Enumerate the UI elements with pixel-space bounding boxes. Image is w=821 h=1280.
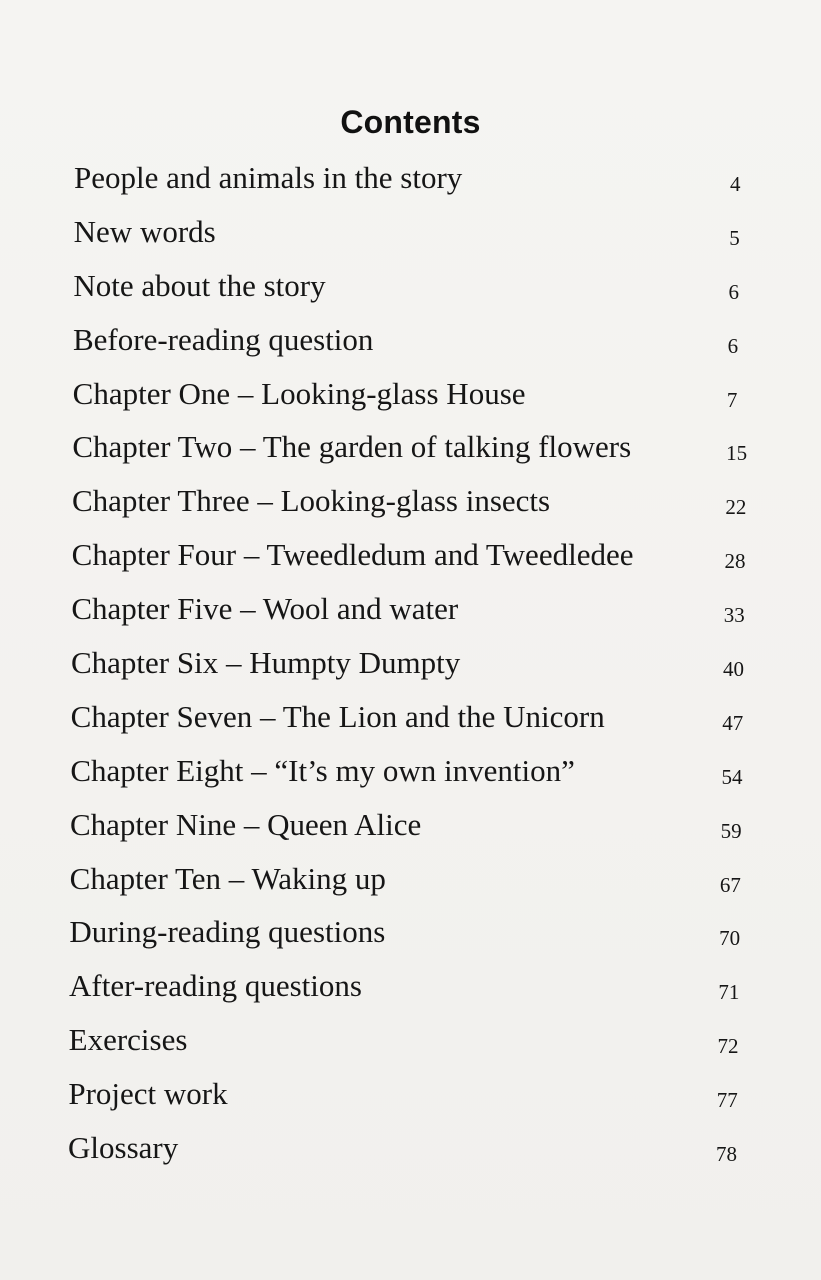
- toc-page-number: 70: [719, 926, 741, 951]
- toc-entry: [73, 320, 813, 360]
- toc-entry: [74, 158, 814, 198]
- toc-page-number: 71: [718, 980, 740, 1005]
- toc-page-number: 67: [719, 872, 741, 897]
- toc-entry-title: Chapter Two – The garden of talking flowers: [72, 429, 632, 465]
- toc-entry-title: Chapter Ten – Waking up: [69, 860, 386, 896]
- toc-entry-title: New words: [73, 213, 216, 249]
- toc-entry-title: After-reading questions: [69, 968, 362, 1004]
- toc-entry: [72, 481, 812, 521]
- toc-page-number: 77: [716, 1088, 738, 1113]
- toc-entry: [72, 427, 812, 467]
- toc-entry: [71, 589, 811, 629]
- toc-entry: [71, 643, 811, 683]
- toc-entry: [74, 212, 814, 252]
- toc-page-number: 78: [716, 1142, 737, 1166]
- toc-entry-title: Chapter Eight – “It’s my own invention”: [70, 752, 575, 788]
- toc-entry-title: Note about the story: [73, 267, 326, 303]
- toc-entry: [73, 266, 813, 306]
- toc-page-number: 47: [722, 710, 744, 735]
- toc-entry: [68, 1128, 808, 1168]
- toc-page-number: 72: [717, 1034, 739, 1059]
- toc-page-number: 22: [725, 495, 747, 520]
- toc-entry-title: People and animals in the story: [74, 160, 463, 195]
- toc-entry-title: Chapter Six – Humpty Dumpty: [71, 645, 461, 680]
- toc-entry-title: Before-reading question: [73, 321, 374, 357]
- toc-page-number: 59: [720, 818, 742, 843]
- toc-entry: [73, 374, 813, 414]
- toc-page-number: 54: [721, 764, 743, 789]
- toc-page-number: 6: [728, 279, 739, 304]
- toc-entry-title: Project work: [68, 1076, 228, 1112]
- toc-entry-title: Chapter Four – Tweedledum and Tweedledee: [71, 537, 634, 573]
- toc-entry: [69, 966, 809, 1006]
- toc-entry: [69, 912, 809, 952]
- toc-page-number: 33: [723, 603, 745, 628]
- toc-page-number: 40: [723, 657, 744, 681]
- toc-page-number: 28: [724, 549, 746, 574]
- toc-page-number: 15: [726, 441, 748, 466]
- toc-entry: [68, 1074, 808, 1114]
- toc-entry: [70, 859, 810, 899]
- toc-entry-title: Exercises: [68, 1022, 188, 1058]
- toc-entry: [69, 1020, 809, 1060]
- toc-entry-title: Chapter Five – Wool and water: [71, 591, 459, 627]
- toc-page-number: 6: [727, 333, 739, 358]
- toc-entry-title: Chapter Three – Looking-glass insects: [72, 483, 551, 519]
- page-title: Contents: [340, 104, 481, 140]
- toc-entry-title: Chapter Seven – The Lion and the Unicorn: [70, 698, 605, 734]
- toc-entry: [70, 805, 810, 845]
- toc-entry-title: Glossary: [68, 1130, 179, 1165]
- toc-page-number: 4: [730, 172, 741, 196]
- toc-entry-title: Chapter Nine – Queen Alice: [70, 806, 422, 842]
- toc-entry: [72, 535, 812, 575]
- toc-entry-title: Chapter One – Looking-glass House: [72, 375, 526, 411]
- toc-page-number: 5: [729, 225, 740, 250]
- toc-entry: [71, 697, 811, 737]
- toc-entry: [70, 751, 810, 791]
- toc-page-number: 7: [726, 387, 738, 412]
- toc-entry-title: During-reading questions: [69, 914, 386, 950]
